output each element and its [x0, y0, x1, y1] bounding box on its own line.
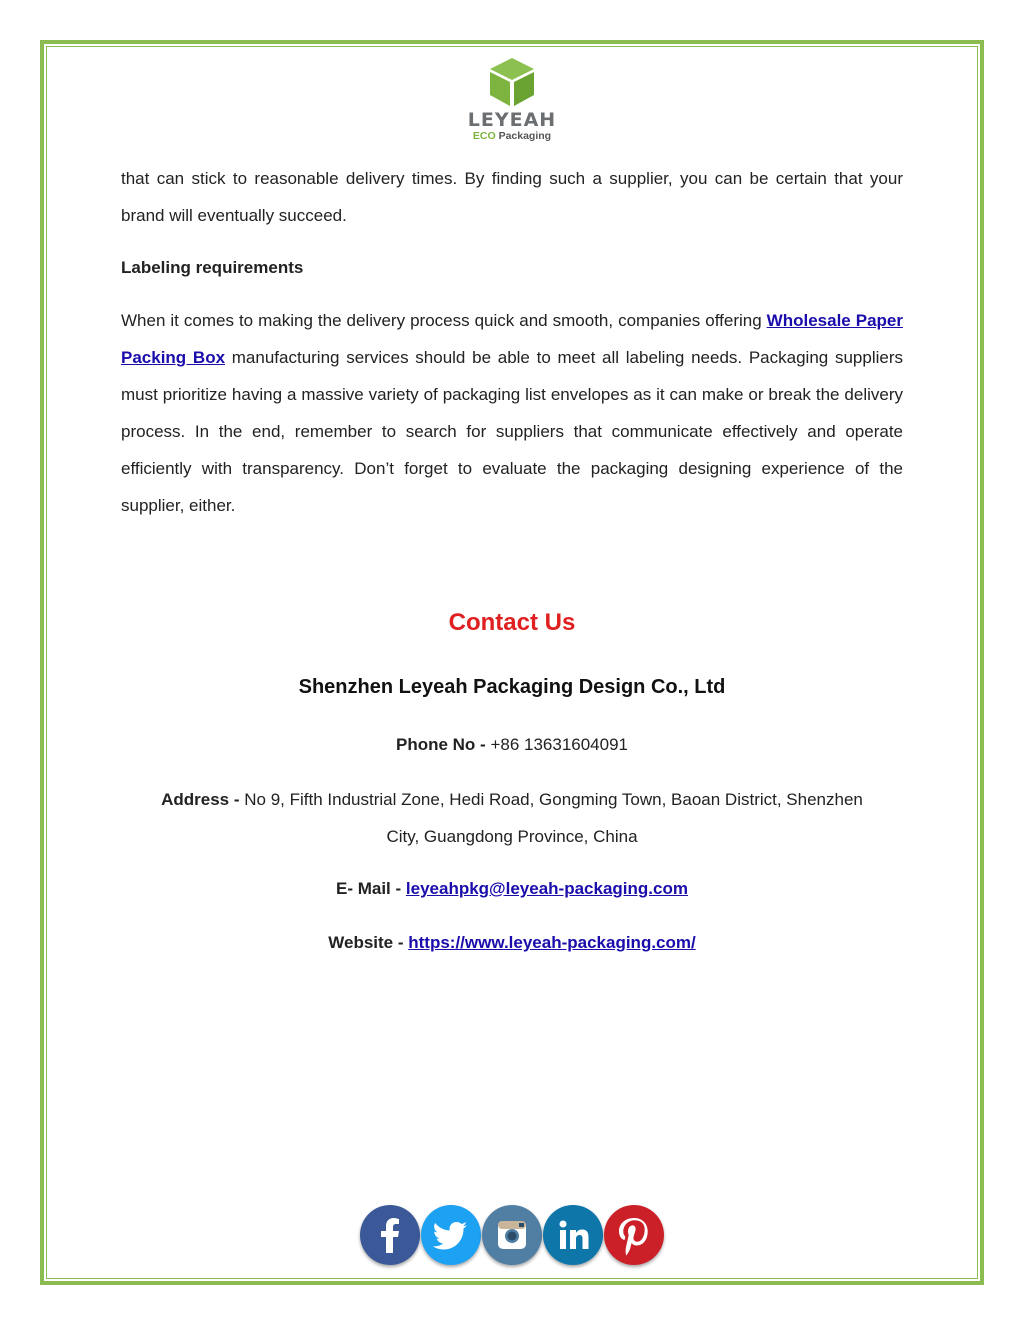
cube-logo-icon [486, 56, 538, 108]
website-link[interactable]: https://www.leyeah-packaging.com/ [408, 933, 696, 952]
email-link[interactable]: leyeahpkg@leyeah-packaging.com [405, 879, 688, 898]
paragraph-labeling-prefix: When it comes to making the delivery process quick and smooth, companies offering [121, 311, 767, 330]
paragraph-labeling [121, 302, 903, 524]
section-heading: Labeling requirements [121, 258, 304, 277]
social-icons-row [360, 1205, 666, 1267]
address-label: Address - [161, 790, 245, 809]
contact-us-title: Contact Us [448, 609, 576, 636]
logo-packaging-text: Packaging [495, 130, 552, 142]
pinterest-icon[interactable] [604, 1205, 664, 1265]
paragraph-labeling-suffix: manufacturing services should be able to meet all labeling needs. Packaging suppliers must prioritize having a massive variety of packaging list envelopes as it can make or break the delivery process. In the end, remember to search for suppliers that communicate effectively and operate efficiently with transparency. Don’t forget to evaluate the packaging designing experience of the supplier, either. [121, 348, 903, 515]
website-line [100, 928, 924, 958]
leyeah-logo [462, 56, 562, 146]
phone-line [100, 730, 924, 760]
address-line-2: City, Guangdong Province, China [386, 827, 638, 846]
address-block [100, 781, 924, 855]
logo-eco-text: ECO [472, 130, 496, 142]
phone-label: Phone No - [395, 735, 491, 754]
logo-subtitle [462, 130, 562, 142]
wholesale-paper-packing-box-link[interactable]: Wholesale Paper Packing Box [121, 311, 903, 367]
paragraph-intro: that can stick to reasonable delivery times. By finding such a supplier, you can be certain that your brand will eventually succeed. [121, 169, 903, 225]
address-line-1: No 9, Fifth Industrial Zone, Hedi Road, Gongming Town, Baoan District, Shenzhen [244, 790, 863, 809]
website-label: Website - [328, 933, 409, 952]
email-label: E- Mail - [336, 879, 406, 898]
twitter-icon[interactable] [421, 1205, 481, 1265]
company-name: Shenzhen Leyeah Packaging Design Co., Ltd [298, 676, 726, 698]
logo-brand-text: LEYEAH [467, 109, 557, 131]
email-line [100, 874, 924, 904]
facebook-icon[interactable] [360, 1205, 420, 1265]
linkedin-icon[interactable] [543, 1205, 603, 1265]
article-body [121, 160, 903, 524]
phone-value: +86 13631604091 [490, 735, 628, 754]
instagram-icon[interactable] [482, 1205, 542, 1265]
